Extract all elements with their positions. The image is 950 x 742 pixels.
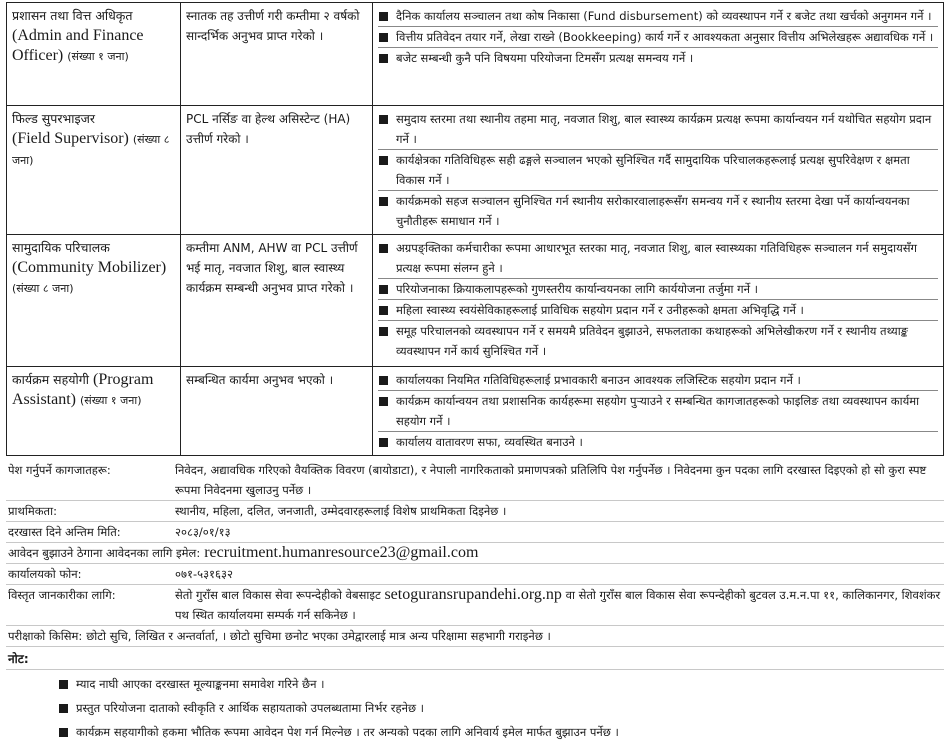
qualification-text: PCL नर्सिङ वा हेल्थ असिस्टेन्ट (HA) उत्तीर्ण गरेको । bbox=[186, 112, 351, 146]
position-title-np: सामुदायिक परिचालक bbox=[12, 240, 110, 255]
square-bullet-icon bbox=[379, 54, 388, 63]
details-text-pre: सेतो गुराँस बाल विकास सेवा रूपन्देहीको वेबसाइट bbox=[175, 588, 381, 602]
table-row bbox=[7, 235, 944, 367]
position-cell bbox=[7, 106, 181, 235]
qualification-cell bbox=[181, 235, 373, 367]
duty-item: कार्यालयका नियमित गतिविधिहरूलाई प्रभावकारी बनाउन आवश्यक लजिस्टिक सहयोग प्रदान गर्ने । bbox=[378, 370, 938, 391]
position-title-np: फिल्ड सुपरभाइजर bbox=[12, 111, 95, 126]
positions-table bbox=[6, 2, 944, 456]
priority-value: स्थानीय, महिला, दलित, जनजाती, उम्मेदवारहरूलाई विशेष प्राथमिकता दिइनेछ । bbox=[175, 504, 507, 518]
details-text-post: वा सेतो गुराँस बाल विकास सेवा रूपन्देहीको बुटवल उ.म.न.पा ११, कालिकानगर, शिवशंकर पथ स्थित कार्यालयमा सम्पर्क गर्न सकिनेछ । bbox=[175, 588, 941, 622]
position-cell bbox=[7, 367, 181, 456]
square-bullet-icon bbox=[379, 33, 388, 42]
duty-item: कार्यक्षेत्रका गतिविधिहरू सही ढङ्गले सञ्चालन भएको सुनिश्चित गर्दै सामुदायिक परिचालकहरूलाई प्रत्यक्ष सुपरिवेक्षण र क्षमता विकास गर्ने । bbox=[378, 150, 938, 191]
note-item: प्रस्तुत परियोजना दाताको स्वीकृति र आर्थिक सहायताको उपलब्धतामा निर्भर रहनेछ । bbox=[6, 698, 944, 718]
position-title-np: कार्यक्रम सहयोगी bbox=[12, 372, 89, 387]
square-bullet-icon bbox=[379, 12, 388, 21]
priority-row bbox=[6, 501, 944, 522]
notes-heading: नोट: bbox=[6, 649, 944, 670]
qualification-text: सम्बन्धित कार्यमा अनुभव भएको । bbox=[186, 373, 334, 387]
square-bullet-icon bbox=[59, 704, 68, 713]
exam-label: परीक्षाको किसिम: bbox=[8, 629, 83, 643]
documents-value: निवेदन, अद्यावधिक गरिएको वैयक्तिक विवरण (बायोडाटा), र नेपाली नागरिकताको प्रमाणपत्रको प्रतिलिपि पेश गर्नुपर्नेछ । निवेदनमा कुन पदका लागि दरखास्त दिइएको हो सो कुरा स्पष्ट रूपमा निवेदनमा खुलाउनु पर्नेछ । bbox=[175, 463, 927, 497]
position-title-en: (Community Mobilizer) bbox=[12, 259, 167, 276]
position-count: (संख्या १ जना) bbox=[67, 50, 129, 63]
table-row bbox=[7, 367, 944, 456]
qualification-text: स्नातक तह उत्तीर्ण गरी कम्तीमा २ वर्षको सान्दर्भिक अनुभव प्राप्त गरेको । bbox=[186, 9, 360, 43]
email-address[interactable]: recruitment.humanresource23@gmail.com bbox=[204, 544, 479, 561]
duty-item: अग्रपङ्क्तिका कर्मचारीका रूपमा आधारभूत स्तरका मातृ, नवजात शिशु, बाल स्वास्थ्यका गतिविधिहरू सञ्चालन गर्न समुदायसँग प्रत्यक्ष रूपमा संलग्न हुने । bbox=[378, 238, 938, 279]
qualification-text: कम्तीमा ANM, AHW वा PCL उत्तीर्ण भई मातृ, नवजात शिशु, बाल स्वास्थ्य कार्यक्रम सम्बन्धी अनुभव प्राप्त गरेको । bbox=[186, 241, 358, 295]
duty-item: बजेट सम्बन्धी कुनै पनि विषयमा परियोजना टिमसँग प्रत्यक्ष समन्वय गर्ने । bbox=[378, 48, 938, 68]
table-row bbox=[7, 106, 944, 235]
square-bullet-icon bbox=[379, 285, 388, 294]
documents-row bbox=[6, 460, 944, 501]
deadline-row bbox=[6, 522, 944, 543]
duty-item: कार्यक्रमको सहज सञ्चालन सुनिश्चित गर्न स्थानीय सरोकारवालाहरूसँग समन्वय गर्ने र स्थानीय स्तरमा देखा पर्ने कार्यान्वयनका चुनौतीहरू समाधान गर्ने । bbox=[378, 191, 938, 231]
deadline-value: २०८३/०१/१३ bbox=[175, 525, 231, 539]
duty-item: वित्तीय प्रतिवेदन तयार गर्ने, लेखा राख्ने (Bookkeeping) कार्य गर्ने र आवश्यकता अनुसार वित्तीय अभिलेखहरू अद्यावधिक गर्ने । bbox=[378, 27, 938, 48]
qualification-cell bbox=[181, 367, 373, 456]
square-bullet-icon bbox=[379, 397, 388, 406]
square-bullet-icon bbox=[379, 376, 388, 385]
square-bullet-icon bbox=[379, 197, 388, 206]
phone-label: कार्यालयको फोन: bbox=[8, 567, 82, 581]
duties-cell bbox=[373, 106, 944, 235]
duty-item: महिला स्वास्थ्य स्वयंसेविकाहरूलाई प्राविधिक सहयोग प्रदान गर्ने र उनीहरूको क्षमता अभिवृद्धि गर्ने । bbox=[378, 300, 938, 321]
qualification-cell bbox=[181, 3, 373, 106]
duty-item: दैनिक कार्यालय सञ्चालन तथा कोष निकासा (Fund disbursement) को व्यवस्थापन गर्ने र बजेट तथा खर्चको अनुगमन गर्ने । bbox=[378, 6, 938, 27]
duty-item: समूह परिचालनको व्यवस्थापन गर्ने र समयमै प्रतिवेदन बुझाउने, सफलताका कथाहरूको अभिलेखीकरण गर्ने र स्थानीय तथ्याङ्क व्यवस्थापन गर्ने कार्य सुनिश्चित गर्ने । bbox=[378, 321, 938, 361]
exam-row bbox=[6, 626, 944, 647]
square-bullet-icon bbox=[379, 327, 388, 336]
duties-cell bbox=[373, 367, 944, 456]
details-row bbox=[6, 585, 944, 626]
duty-item: परियोजनाका क्रियाकलापहरूको गुणस्तरीय कार्यान्वयनका लागि कार्ययोजना तर्जुमा गर्ने । bbox=[378, 279, 938, 300]
details-label: विस्तृत जानकारीका लागि: bbox=[8, 588, 116, 602]
position-count: (संख्या ८ जना) bbox=[12, 133, 170, 167]
website-link[interactable]: setoguransrupandehi.org.np bbox=[384, 586, 562, 603]
position-cell bbox=[7, 235, 181, 367]
position-cell bbox=[7, 3, 181, 106]
square-bullet-icon bbox=[59, 728, 68, 737]
square-bullet-icon bbox=[379, 115, 388, 124]
square-bullet-icon bbox=[379, 438, 388, 447]
duty-item: कार्यालय वातावरण सफा, व्यवस्थित बनाउने । bbox=[378, 432, 938, 452]
square-bullet-icon bbox=[379, 244, 388, 253]
position-title-en: (Admin and Finance Officer) bbox=[12, 27, 144, 64]
position-count: (संख्या ८ जना) bbox=[12, 282, 74, 295]
square-bullet-icon bbox=[59, 680, 68, 689]
square-bullet-icon bbox=[379, 156, 388, 165]
qualification-cell bbox=[181, 106, 373, 235]
application-info bbox=[6, 460, 944, 647]
email-label: आवेदन बुझाउने ठेगाना आवेदनका लागि इमेल: bbox=[8, 546, 201, 560]
square-bullet-icon bbox=[379, 306, 388, 315]
note-item: कार्यक्रम सहयागीको हकमा भौतिक रूपमा आवेदन पेश गर्न मिल्नेछ । तर अन्यको पदका लागि अनिवार्य इमेल मार्फत बुझाउन पर्नेछ । bbox=[6, 722, 944, 742]
duties-cell bbox=[373, 235, 944, 367]
deadline-label: दरखास्त दिने अन्तिम मिति: bbox=[8, 525, 121, 539]
documents-label: पेश गर्नुपर्ने कागजातहरू: bbox=[8, 463, 111, 477]
position-title-np: प्रशासन तथा वित्त अधिकृत bbox=[12, 8, 133, 23]
email-row bbox=[6, 543, 944, 564]
priority-label: प्राथमिकता: bbox=[8, 504, 57, 518]
notes-section bbox=[6, 649, 944, 742]
phone-row bbox=[6, 564, 944, 585]
vacancy-notice bbox=[6, 2, 944, 742]
duties-cell bbox=[373, 3, 944, 106]
duty-item: कार्यक्रम कार्यान्वयन तथा प्रशासनिक कार्यहरूमा सहयोग पुऱ्याउने र सम्बन्धित कागजातहरूको फाइलिङ तथा व्यवस्थापन कार्यमा सहयोग गर्ने । bbox=[378, 391, 938, 432]
exam-value: छोटो सुचि, लिखित र अन्तर्वार्ता, । छोटो सुचिमा छनोट भएका उमेद्वारलाई मात्र अन्य परिक्षामा सहभागी गराइनेछ । bbox=[86, 629, 551, 643]
note-item: म्याद नाघी आएका दरखास्त मूल्याङ्कनमा समावेश गरिने छैन । bbox=[6, 674, 944, 694]
details-value bbox=[175, 585, 944, 625]
phone-value: ०७१-५३१६३२ bbox=[175, 567, 233, 581]
position-title-en: (Field Supervisor) bbox=[12, 130, 129, 147]
position-title-en: (Program Assistant) bbox=[12, 371, 154, 408]
table-row bbox=[7, 3, 944, 106]
position-count: (संख्या १ जना) bbox=[79, 394, 142, 407]
duty-item: समुदाय स्तरमा तथा स्थानीय तहमा मातृ, नवजात शिशु, बाल स्वास्थ्य कार्यक्रम प्रत्यक्ष रूपमा कार्यान्वयन गर्न यथोचित सहयोग प्रदान गर्ने । bbox=[378, 109, 938, 150]
